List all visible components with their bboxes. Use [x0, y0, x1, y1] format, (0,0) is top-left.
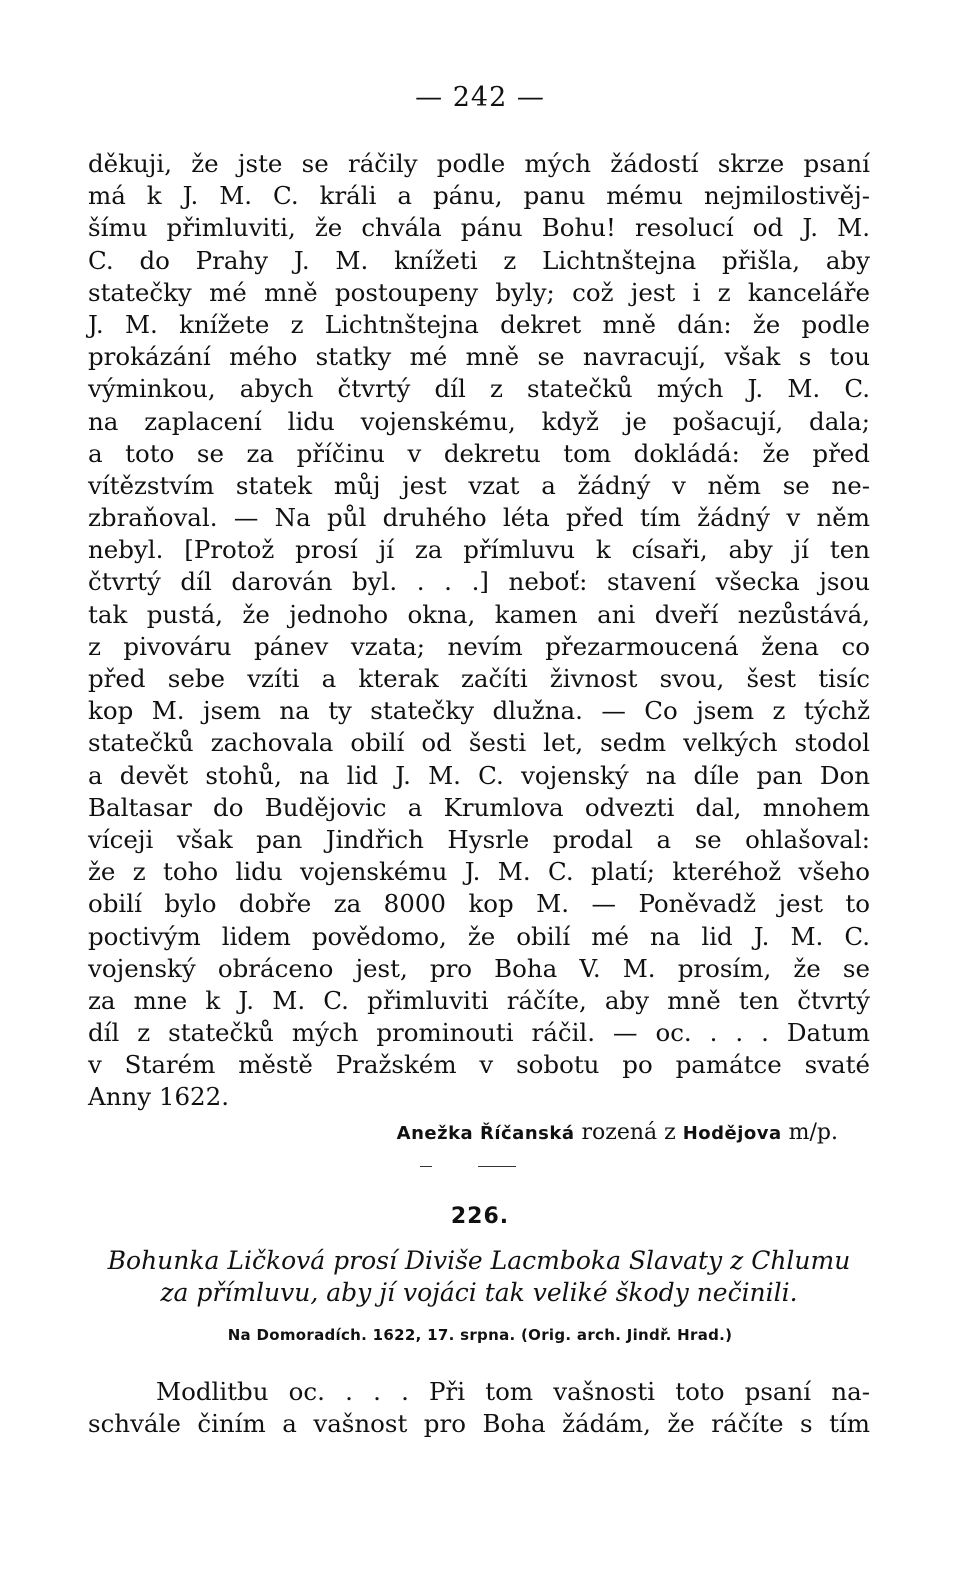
- document-heading: [88, 1244, 870, 1308]
- signature-place: Hodějova: [682, 1123, 782, 1144]
- text-line: J. M. knížete z Lichtnštejna dekret mně dán: že podle: [88, 309, 870, 339]
- separator-dash-short: [420, 1166, 432, 1167]
- text-line: čtvrtý díl darován byl. . . .] neboť: stavení všecka jsou: [88, 567, 870, 597]
- text-line: nebyl. [Protož prosí jí za přímluvu k císaři, aby jí ten: [88, 535, 870, 565]
- text-line: poctivým lidem povědomo, že obilí mé na lid J. M. C.: [88, 921, 870, 951]
- text-line: víceji však pan Jindřich Hysrle prodal a se ohlašoval:: [88, 824, 870, 854]
- text-line: a toto se za příčinu v dekretu tom dokládá: že před: [88, 438, 870, 468]
- text-line: na zaplacení lidu vojenskému, když je pošacují, dala;: [88, 406, 870, 436]
- text-line: zbraňoval. — Na půl druhého léta před tím žádný v něm: [88, 503, 870, 533]
- signature-suffix: m/p.: [781, 1120, 838, 1145]
- text-line: z pivováru pánev vzata; nevím přezarmoucená žena co: [88, 631, 870, 661]
- text-line: děkuji, že jste se ráčily podle mých žádostí skrze psaní: [88, 149, 870, 178]
- text-line: za přímluvu, aby jí vojáci tak veliké škody nečinili.: [160, 1278, 798, 1308]
- text-line: vojenský obráceno jest, pro Boha V. M. prosím, že se: [88, 953, 870, 983]
- text-line: C. do Prahy J. M. knížeti z Lichtnštejna přišla, aby: [88, 245, 870, 275]
- text-line: a devět stohů, na lid J. M. C. vojenský na díle pan Don: [88, 760, 870, 790]
- text-line: před sebe vzíti a kterak začíti živnost svou, šest tisíc: [88, 664, 870, 693]
- text-line: statečků zachovala obilí od šesti let, sedm velkých stodol: [88, 728, 870, 758]
- letter-body: [88, 148, 870, 1114]
- text-line: kop M. jsem na ty statečky dlužna. — Co jsem z týchž: [88, 696, 870, 726]
- text-line: Baltasar do Budějovic a Krumlova odvezti dal, mnohem: [88, 792, 870, 822]
- separator-dash-long: [478, 1166, 516, 1167]
- document-number: 226.: [450, 1204, 510, 1229]
- text-line: schvále činím a vašnost pro Boha žádám, že ráčíte s tím: [88, 1409, 870, 1439]
- text-line: Anny 1622.: [88, 1082, 230, 1112]
- signature-born: rozená z: [574, 1120, 683, 1145]
- text-line: prokázání mého statky mé mně se navracují, však s tou: [88, 342, 870, 372]
- section-separator: [420, 1166, 516, 1167]
- text-line: že z toho lidu vojenskému J. M. C. platí; kteréhož všeho: [88, 857, 870, 887]
- page-number: — 242 —: [415, 82, 545, 113]
- text-line: tak pustá, že jednoho okna, kamen ani dveří nezůstává,: [88, 599, 870, 629]
- text-line: za mne k J. M. C. přimluviti ráčíte, aby mně ten čtvrtý: [88, 985, 870, 1015]
- text-line: statečky mé mně postoupeny byly; což jest i z kanceláře: [88, 277, 870, 307]
- signature: [397, 1120, 838, 1145]
- text-line: obilí bylo dobře za 8000 kop M. — Poněvadž jest to: [88, 889, 870, 919]
- second-letter-body: [88, 1376, 870, 1440]
- text-line: Modlitbu oc. . . . Při tom vašnosti toto psaní na-: [156, 1377, 870, 1406]
- text-line: Bohunka Ličková prosí Diviše Lacmboka Slavaty z Chlumu: [107, 1246, 851, 1275]
- signature-name: Anežka Říčanská: [396, 1123, 575, 1144]
- source-note: Na Domoradích. 1622, 17. srpna. (Orig. arch. Jindř. Hrad.): [227, 1326, 733, 1344]
- text-line: výminkou, abych čtvrtý díl z statečků mých J. M. C.: [88, 374, 870, 404]
- text-line: má k J. M. C. králi a pánu, panu mému nejmilostivěj-: [88, 181, 870, 211]
- text-line: šímu přimluviti, že chvála pánu Bohu! resolucí od J. M.: [88, 213, 870, 243]
- text-line: díl z statečků mých prominouti ráčil. — oc. . . . Datum: [88, 1018, 870, 1048]
- text-line: v Starém městě Pražském v sobotu po památce svaté: [88, 1050, 870, 1080]
- text-line: vítězstvím statek můj jest vzat a žádný v něm se ne-: [88, 470, 870, 500]
